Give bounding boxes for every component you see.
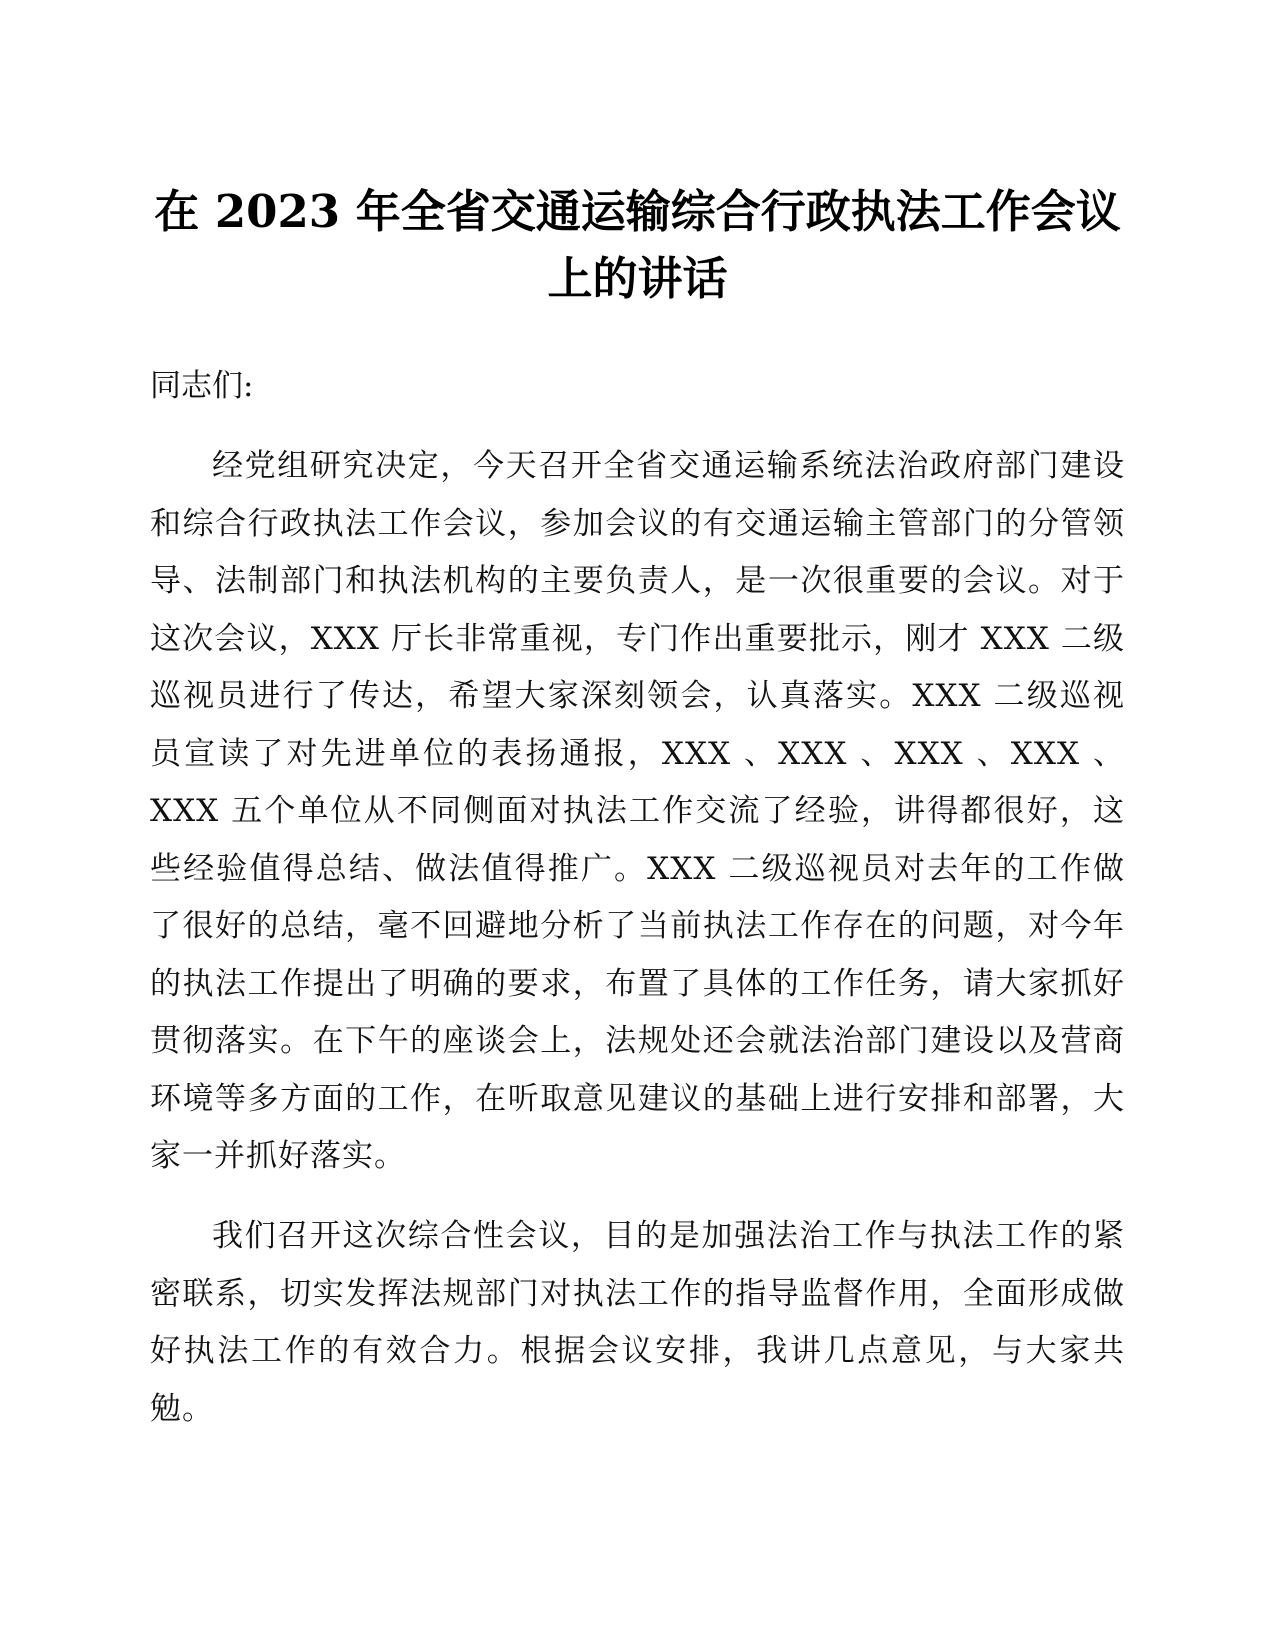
paragraph-2: 我们召开这次综合性会议，目的是加强法治工作与执法工作的紧密联系，切实发挥法规部门对执法工作的指导监督作用，全面形成做好执法工作的有效合力。根据会议安排，我讲几点意见，与大家共勉。 bbox=[150, 1218, 1125, 1427]
paragraph-1: 经党组研究决定，今天召开全省交通运输系统法治政府部门建设和综合行政执法工作会议，参加会议的有交通运输主管部门的分管领导、法制部门和执法机构的主要负责人，是一次很重要的会议。对于这次会议，XXX 厅长非常重视，专门作出重要批示，刚才 XXX 二级巡视员进行了传达，希望大家深刻领会，认真落实。XXX 二级巡视员宣读了对先进单位的表扬通报，XXX 、XXX 、XXX 、XXX 、XXX 五个单位从不同侧面对执法工作交流了经验，讲得都很好，这些经验值得总结、做法值得推广。XXX 二级巡视员对去年的工作做了很好的总结，毫不回避地分析了当前执法工作存在的问题，对今年的执法工作提出了明确的要求，布置了具体的工作任务，请大家抓好贯彻落实。在下午的座谈会上，法规处还会就法治部门建设以及营商环境等多方面的工作，在听取意见建议的基础上进行安排和部署，大家一并抓好落实。 bbox=[150, 448, 1125, 1174]
salutation: 同志们: bbox=[150, 368, 254, 404]
document-title bbox=[140, 178, 1135, 312]
title-line-2: 上的讲话 bbox=[547, 252, 728, 305]
title-line-1: 在 2023 年全省交通运输综合行政执法工作会议 bbox=[154, 185, 1121, 238]
